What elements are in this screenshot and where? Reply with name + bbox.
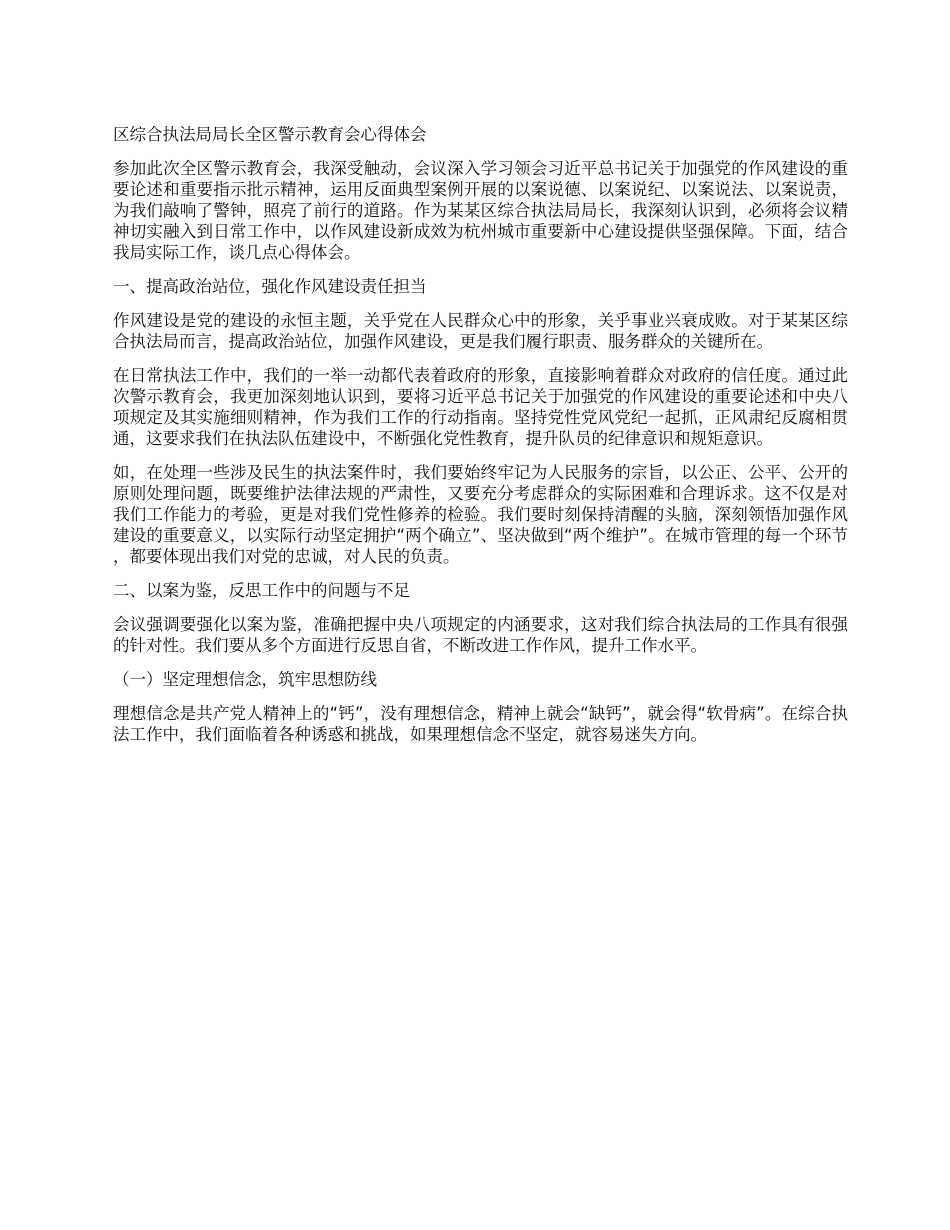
subsection-heading-2-1: （一）坚定理想信念，筑牢思想防线 (113, 670, 377, 689)
paragraph-1-1: 作风建设是党的建设的永恒主题，关乎党在人民群众心中的形象，关乎事业兴衰成败。对于某某区综合执法局而言，提高政治站位，加强作风建设，更是我们履行职责、服务群众的关键所在。 (113, 311, 848, 351)
section-heading-2: 二、以案为鉴，反思工作中的问题与不足 (113, 581, 410, 600)
paragraph-1-2: 在日常执法工作中，我们的一举一动都代表着政府的形象，直接影响着群众对政府的信任度。通过此次警示教育会，我更加深刻地认识到，要将习近平总书记关于加强党的作风建设的重要论述和中央八项规定及其实施细则精神，作为我们工作的行动指南。坚持党性党风党纪一起抓，正风肃纪反腐相贯通，这要求我们在执法队伍建设中，不断强化党性教育，提升队员的纪律意识和规矩意识。 (113, 366, 848, 448)
paragraph-2-1: 会议强调要强化以案为鉴，准确把握中央八项规定的内涵要求，这对我们综合执法局的工作具有很强的针对性。我们要从多个方面进行反思自省，不断改进工作作风，提升工作水平。 (113, 615, 848, 655)
document-page (113, 124, 848, 758)
document-title: 区综合执法局局长全区警示教育会心得体会 (113, 125, 427, 144)
paragraph-1-3: 如，在处理一些涉及民生的执法案件时，我们要始终牢记为人民服务的宗旨，以公正、公平、公开的原则处理问题，既要维护法律法规的严肃性，又要充分考虑群众的实际困难和合理诉求。这不仅是对我们工作能力的考验，更是对我们党性修养的检验。我们要时刻保持清醒的头脑，深刻领悟加强作风建设的重要意义，以实际行动坚定拥护“两个确立”、坚决做到“两个维护”。在城市管理的每一个环节，都要体现出我们对党的忠诚，对人民的负责。 (113, 463, 848, 566)
section-heading-1: 一、提高政治站位，强化作风建设责任担当 (113, 277, 427, 296)
paragraph-2-2: 理想信念是共产党人精神上的“钙”，没有理想信念，精神上就会“缺钙”，就会得“软骨病”。在综合执法工作中，我们面临着各种诱惑和挑战，如果理想信念不坚定，就容易迷失方向。 (113, 704, 848, 744)
paragraph-intro: 参加此次全区警示教育会，我深受触动，会议深入学习领会习近平总书记关于加强党的作风建设的重要论述和重要指示批示精神，运用反面典型案例开展的以案说德、以案说纪、以案说法、以案说责，为我们敲响了警钟，照亮了前行的道路。作为某某区综合执法局局长，我深刻认识到，必须将会议精神切实融入到日常工作中，以作风建设新成效为杭州城市重要新中心建设提供坚强保障。下面，结合我局实际工作，谈几点心得体会。 (113, 159, 848, 262)
